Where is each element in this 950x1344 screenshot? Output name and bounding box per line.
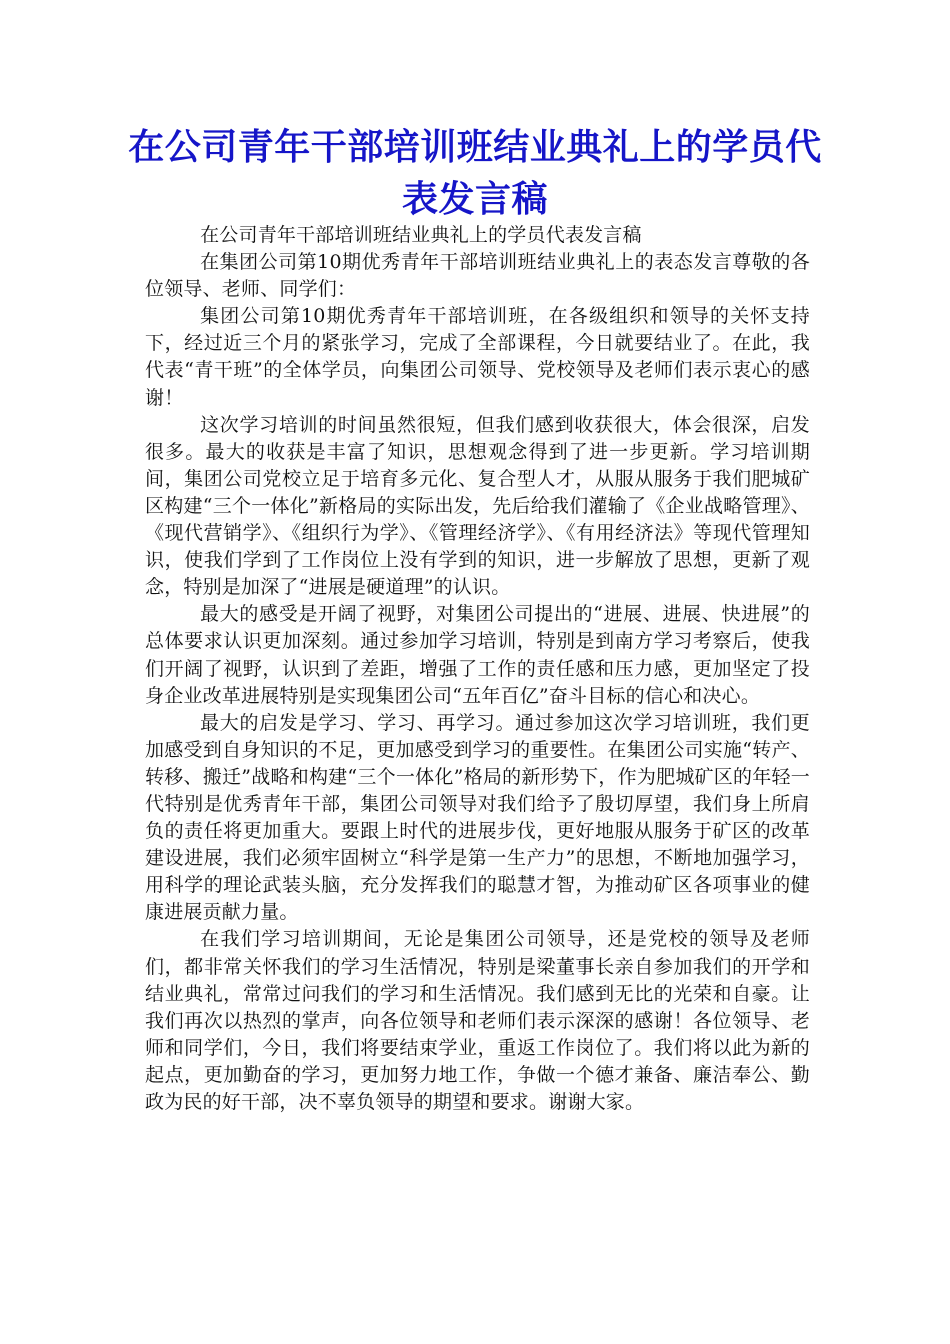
document-title: 在公司青年干部培训班结业典礼上的学员代表发言稿 bbox=[128, 127, 822, 220]
body-paragraph: 这次学习培训的时间虽然很短，但我们感到收获很大，体会很深，启发很多。最大的收获是丰富了知识，思想观念得到了进一步更新。学习培训期间，集团公司党校立足于培育多元化、复合型人才，从服从服务于我们肥城矿区构建“三个一体化”新格局的实际出发，先后给我们灌输了《企业战略管理》、《现代营销学》、《组织行为学》、《管理经济学》、《有用经济法》等现代管理知识，使我们学到了工作岗位上没有学到的知识，进一步解放了思想，更新了观念，特别是加深了“进展是硬道理”的认识。 bbox=[145, 413, 810, 599]
document-body bbox=[145, 222, 810, 1116]
body-paragraph: 集团公司第10期优秀青年干部培训班，在各级组织和领导的关怀支持下，经过近三个月的紧张学习，完成了全部课程，今日就要结业了。在此，我代表“青干班”的全体学员，向集团公司领导、党校领导及老师们表示衷心的感谢！ bbox=[145, 305, 810, 409]
body-paragraph: 最大的启发是学习、学习、再学习。通过参加这次学习培训班，我们更加感受到自身知识的不足，更加感受到学习的重要性。在集团公司实施“转产、转移、搬迁”战略和构建“三个一体化”格局的新形势下，作为肥城矿区的年轻一代特别是优秀青年干部，集团公司领导对我们给予了殷切厚望，我们身上所肩负的责任将更加重大。要跟上时代的进展步伐，更好地服从服务于矿区的改革建设进展，我们必须牢固树立“科学是第一生产力”的思想，不断地加强学习，用科学的理论武装头脑，充分发挥我们的聪慧才智，为推动矿区各项事业的健康进展贡献力量。 bbox=[145, 711, 810, 924]
closing-paragraph: 在我们学习培训期间，无论是集团公司领导，还是党校的领导及老师们，都非常关怀我们的学习生活情况，特别是梁董事长亲自参加我们的开学和结业典礼，常常过问我们的学习和生活情况。我们感到无比的光荣和自豪。让我们再次以热烈的掌声，向各位领导和老师们表示深深的感谢！各位领导、老师和同学们，今日，我们将要结束学业，重返工作岗位了。我们将以此为新的起点，更加勤奋的学习，更加努力地工作，争做一个德才兼备、廉洁奉公、勤政为民的好干部，决不辜负领导的期望和要求。谢谢大家。 bbox=[145, 928, 810, 1113]
subtitle-paragraph: 在公司青年干部培训班结业典礼上的学员代表发言稿 bbox=[200, 224, 642, 246]
body-paragraph: 最大的感受是开阔了视野，对集团公司提出的“进展、进展、快进展”的总体要求认识更加深刻。通过参加学习培训，特别是到南方学习考察后，使我们开阔了视野，认识到了差距，增强了工作的责任感和压力感，更加坚定了投身企业改革进展特别是实现集团公司“五年百亿”奋斗目标的信心和决心。 bbox=[145, 603, 810, 707]
greeting-paragraph: 在集团公司第10期优秀青年干部培训班结业典礼上的表态发言尊敬的各位领导、老师、同学们： bbox=[145, 251, 810, 301]
